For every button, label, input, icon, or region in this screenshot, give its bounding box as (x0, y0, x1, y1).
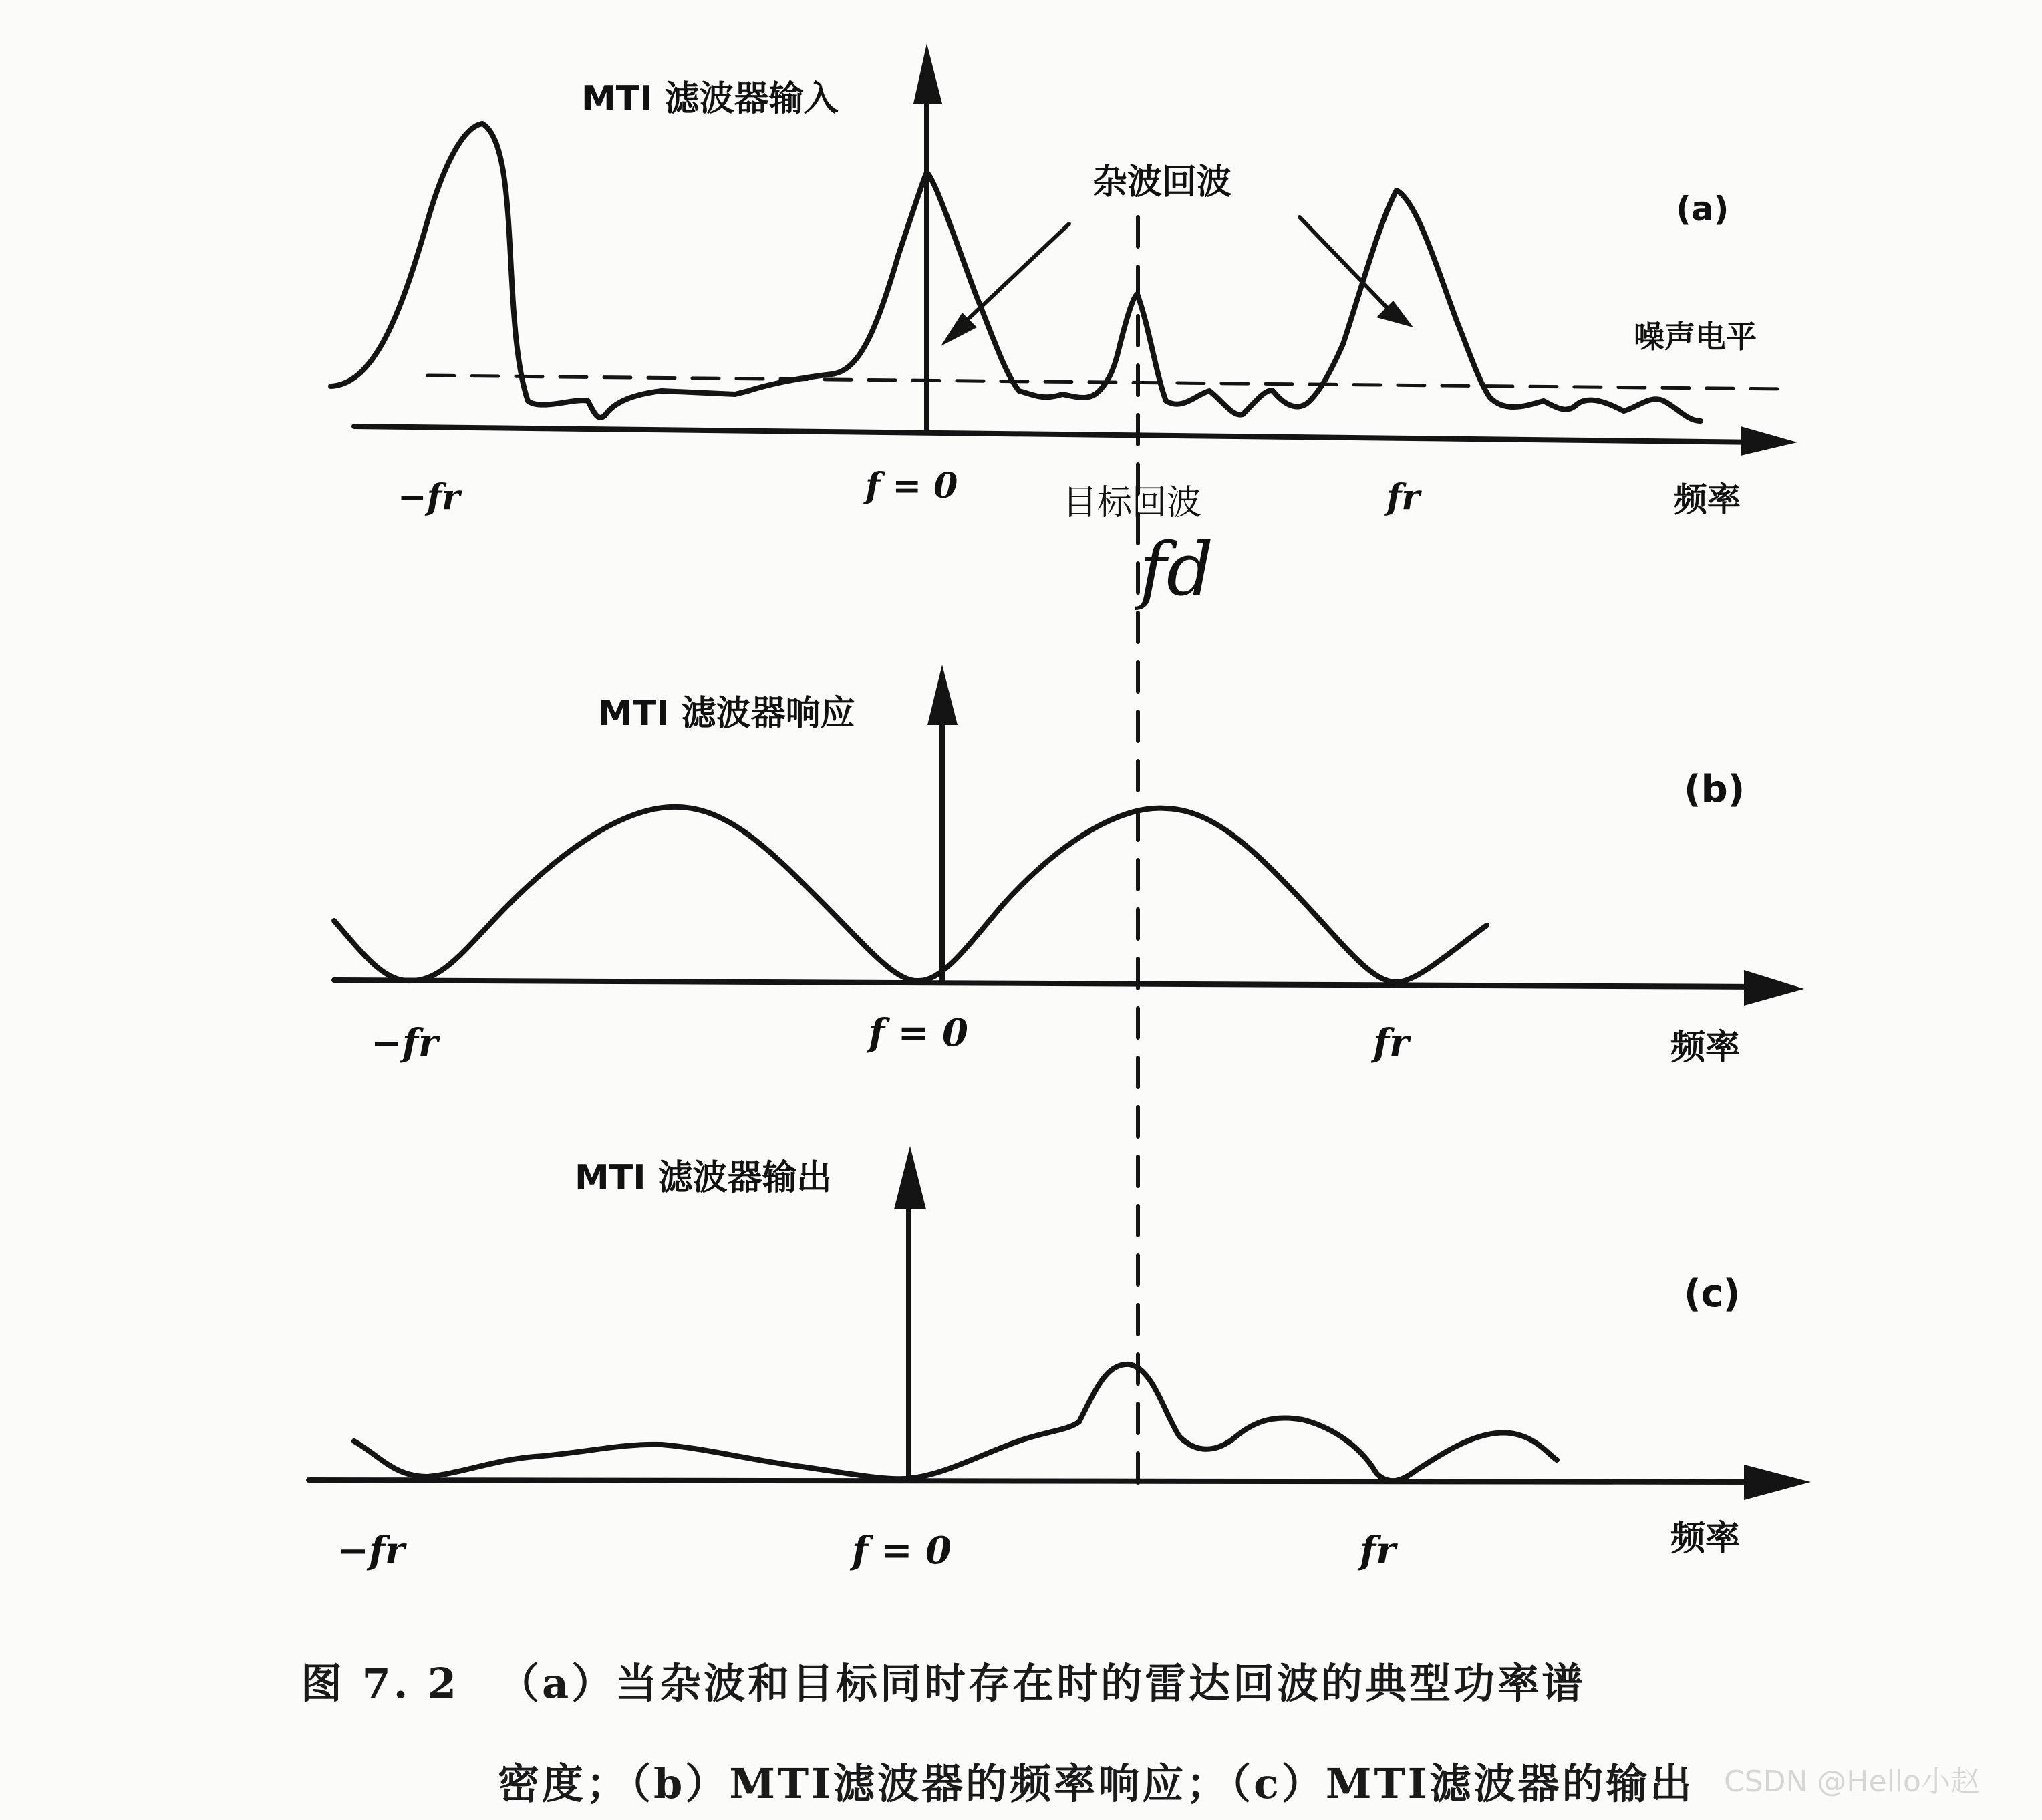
panel-b-x-label: 频率 (1670, 1028, 1741, 1068)
panel-a-x-axis (354, 426, 1764, 442)
panel-a-y-label: MTI 滤波器输入 (581, 79, 839, 119)
panel-a (331, 43, 1797, 456)
watermark-text: CSDN @Hello小赵 (1724, 1765, 1980, 1799)
panel-a-tick-zero: f = 0 (865, 466, 958, 506)
panel-b-y-label: MTI 滤波器响应 (598, 694, 855, 734)
panel-b-x-arrow-icon (1744, 970, 1804, 1006)
fd-handwritten-label: fd (1139, 526, 1214, 612)
panel-c-x-label: 频率 (1670, 1519, 1741, 1559)
panel-b-y-arrow-icon (927, 665, 958, 725)
panel-c-y-label: MTI 滤波器输出 (575, 1158, 832, 1198)
panel-b-tag: (b) (1684, 768, 1745, 811)
caption-text-1: （a）当杂波和目标同时存在时的雷达回波的典型功率谱 (498, 1659, 1586, 1708)
panel-a-tag: (a) (1676, 190, 1729, 229)
panel-c (309, 1146, 1811, 1500)
panel-a-x-label: 频率 (1674, 480, 1741, 519)
panel-b (334, 665, 1804, 1006)
panel-b-x-axis (334, 980, 1764, 987)
panel-a-x-arrow-icon (1741, 426, 1797, 456)
panel-c-tick-neg-fr: −fr (337, 1529, 405, 1573)
panel-c-x-axis (309, 1480, 1764, 1482)
filter-output-curve (354, 1364, 1557, 1481)
panel-c-tick-fr: fr (1360, 1529, 1396, 1573)
panel-b-tick-zero: f = 0 (869, 1011, 968, 1055)
target-echo-label: 目标回波 (1062, 483, 1202, 523)
noise-level-label: 噪声电平 (1634, 319, 1757, 355)
panel-c-y-arrow-icon (894, 1146, 926, 1209)
panel-a-y-arrow-icon (913, 43, 942, 104)
clutter-echo-label: 杂波回波 (1092, 162, 1232, 202)
caption-text-2: 密度；（b）MTI滤波器的频率响应；（c）MTI滤波器的输出 (498, 1759, 1695, 1808)
panel-c-tick-zero: f = 0 (852, 1529, 952, 1573)
panel-b-tick-neg-fr: −fr (371, 1021, 438, 1065)
panel-a-tick-neg-fr: −fr (398, 477, 460, 518)
panel-a-tick-fr: fr (1387, 477, 1420, 518)
panel-c-tag: (c) (1684, 1272, 1741, 1316)
caption-figure-number: 图 7. 2 (301, 1659, 460, 1708)
panel-c-x-arrow-icon (1744, 1465, 1811, 1500)
filter-response-curve (334, 807, 1487, 982)
panel-b-tick-fr: fr (1373, 1021, 1409, 1065)
